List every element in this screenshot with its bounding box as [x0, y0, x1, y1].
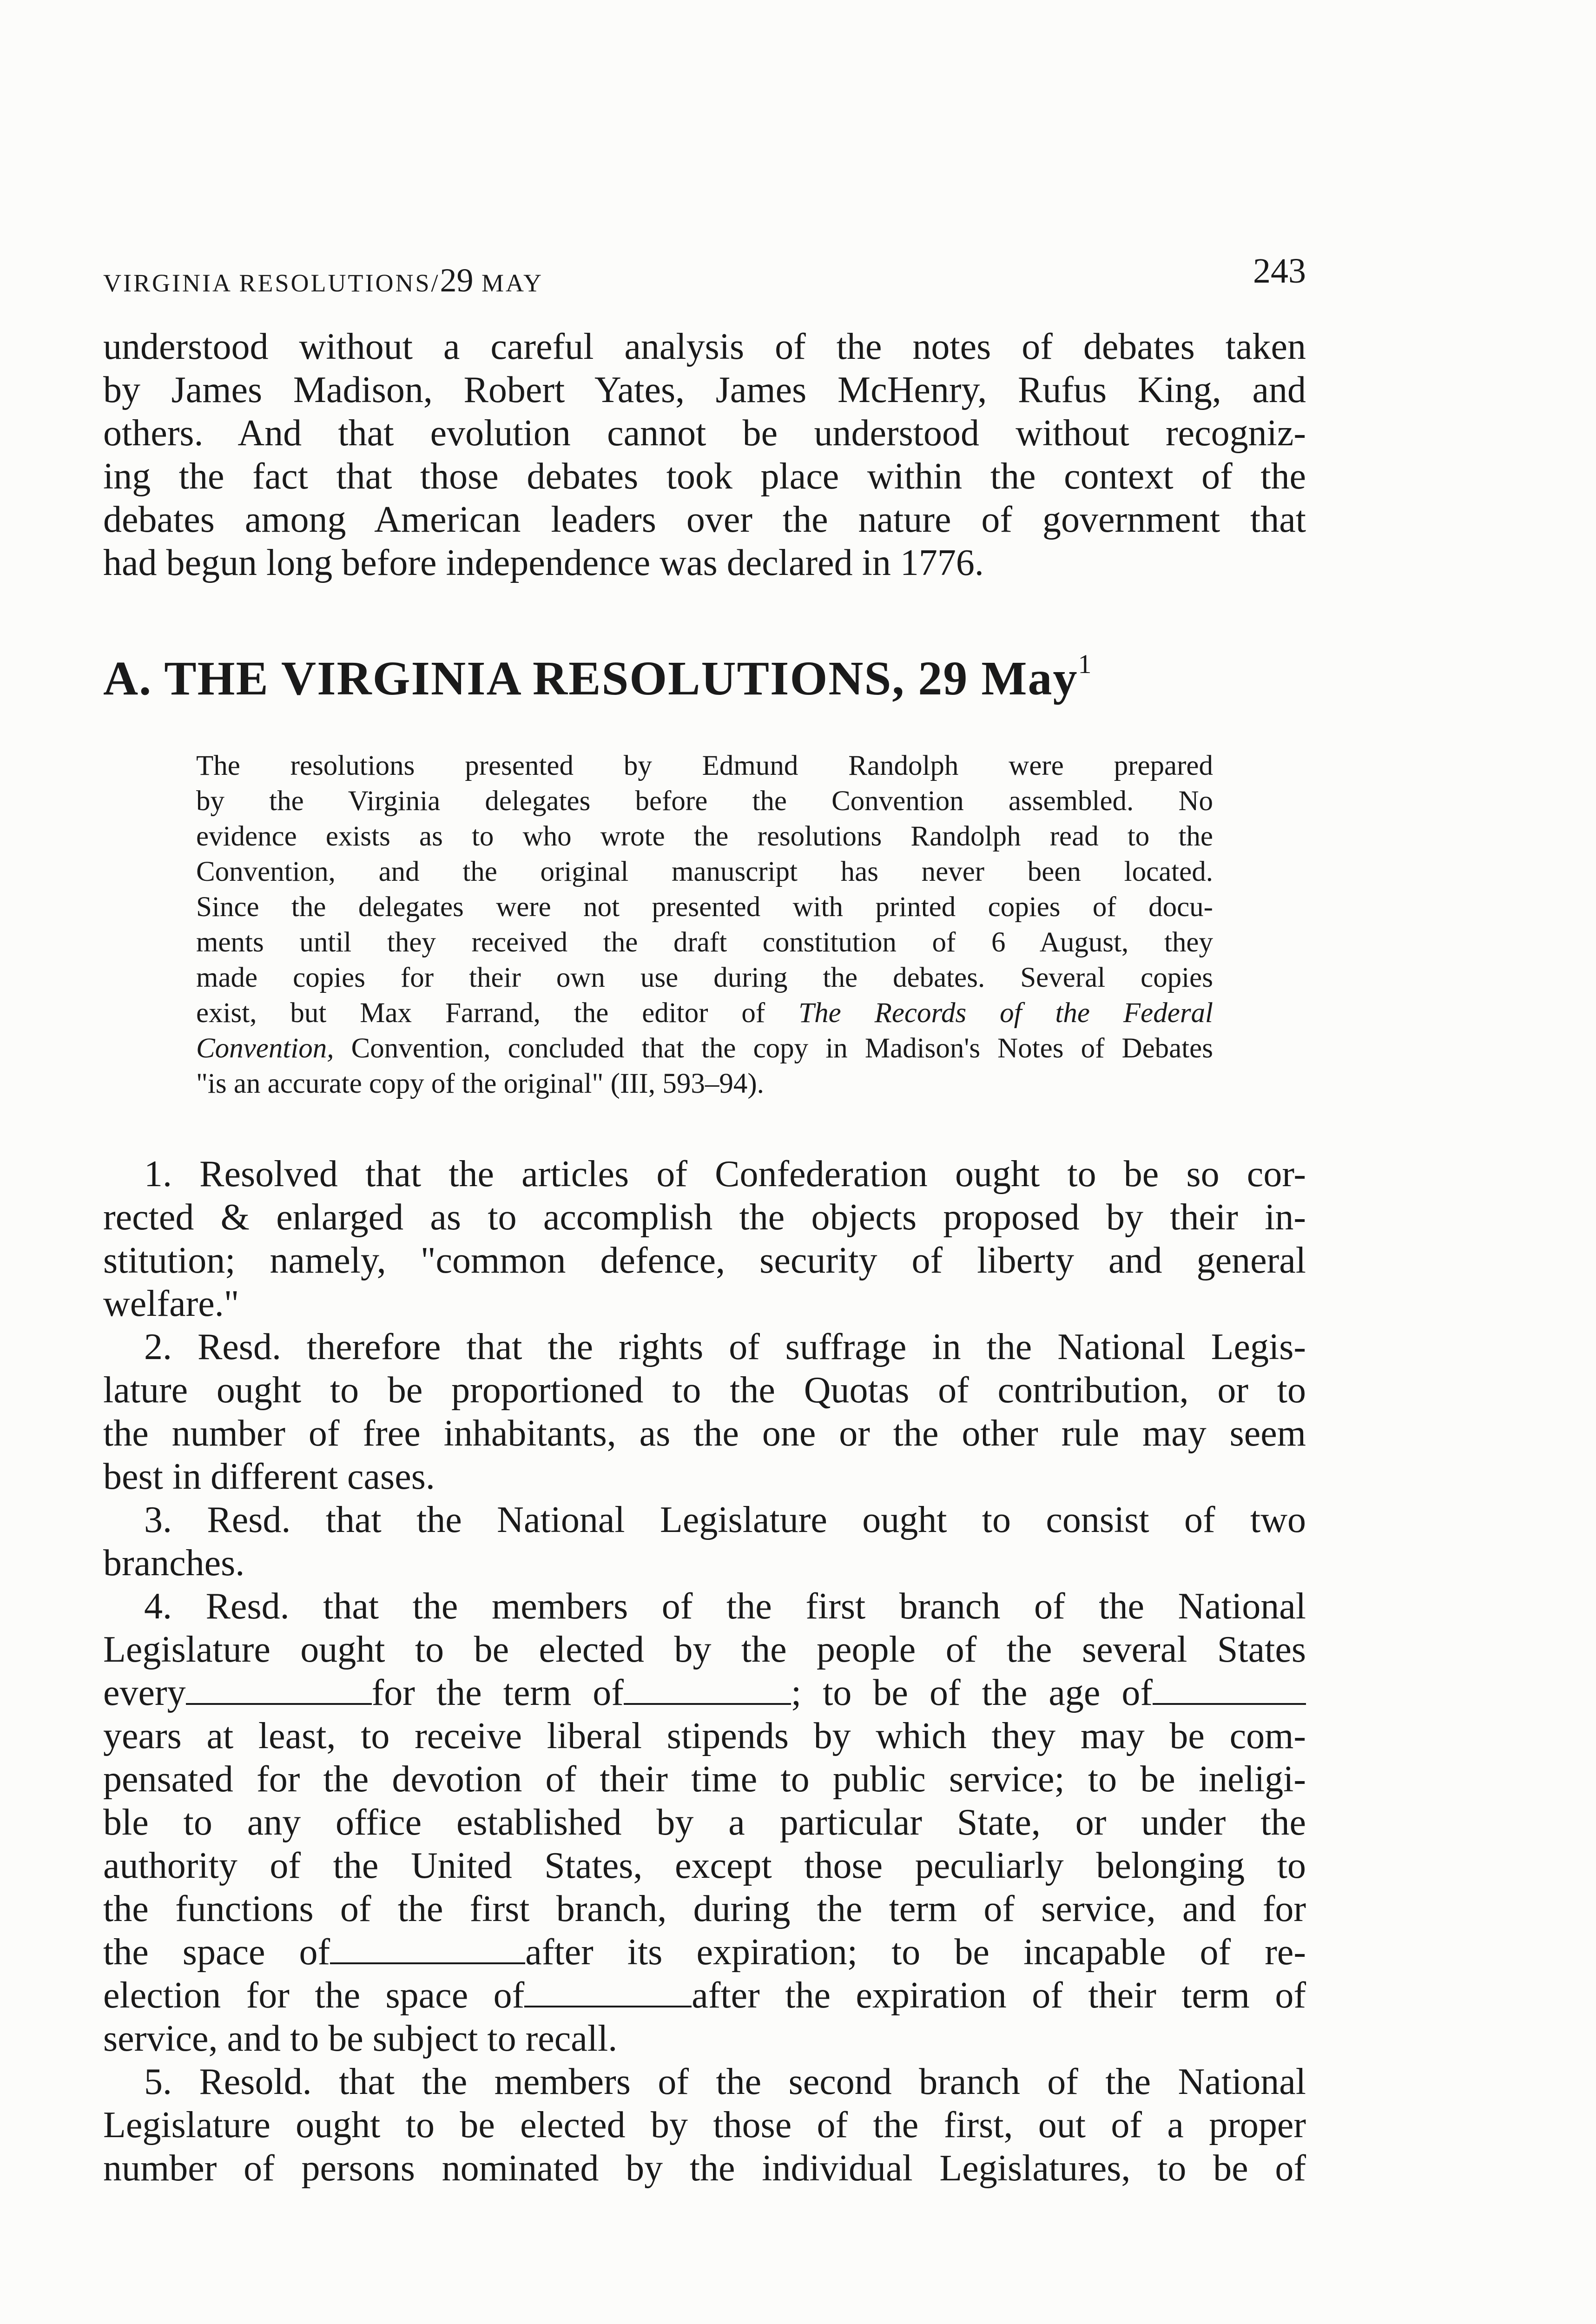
blank-line — [524, 1976, 692, 2007]
headnote-line: by the Virginia delegates before the Convention assembled. No — [196, 786, 1213, 817]
resolution-3 — [103, 1499, 1306, 1585]
blank-prefix: the space of — [103, 1932, 330, 1973]
headnote-line: The resolutions presented by Edmund Randolph were prepared — [196, 750, 1213, 781]
running-head-day: 29 — [440, 262, 474, 299]
running-head — [103, 261, 543, 300]
intro-line: ing the fact that those debates took place within the context of the — [103, 456, 1306, 497]
blank-text: after its expiration; to be incapable of re- — [525, 1932, 1306, 1973]
resolution-line: authority of the United States, except those peculiarly belonging to — [103, 1845, 1306, 1886]
headnote-line-with-title — [196, 996, 1213, 1031]
blank-text: after the expiration of their term of — [692, 1975, 1306, 2016]
resolution-line: lature ought to be proportioned to the Quotas of contribution, or to — [103, 1370, 1306, 1411]
running-head-prefix: VIRGINIA RESOLUTIONS/ — [103, 269, 440, 297]
records-title-italic: The Records of the Federal — [798, 997, 1213, 1029]
resolution-line: 1. Resolved that the articles of Confederation ought to be so cor- — [144, 1154, 1306, 1195]
headnote-line: made copies for their own use during the debates. Several copies — [196, 962, 1213, 993]
resolution-line: 4. Resd. that the members of the first branch of the National — [144, 1586, 1306, 1627]
resolution-4 — [103, 1585, 1306, 2060]
resolution-line-with-blanks — [103, 1931, 1306, 1974]
resolution-line: branches. — [103, 1543, 245, 1584]
headnote-line: evidence exists as to who wrote the resolutions Randolph read to the — [196, 821, 1213, 852]
resolution-line: best in different cases. — [103, 1456, 435, 1497]
resolution-line: the functions of the first branch, during the term of service, and for — [103, 1888, 1306, 1929]
intro-line: debates among American leaders over the nature of government that — [103, 499, 1306, 540]
blank-line — [186, 1673, 372, 1705]
blank-text: ; to be of the age of — [791, 1672, 1153, 1713]
records-title-italic-cont: Convention, — [196, 1033, 334, 1064]
resolution-line: the number of free inhabitants, as the one or the other rule may seem — [103, 1413, 1306, 1454]
running-head-suffix: MAY — [481, 269, 544, 297]
resolution-line: Legislature ought to be elected by the people of the several States — [103, 1629, 1306, 1670]
resolution-line: welfare." — [103, 1283, 239, 1324]
headnote-line-rest: Convention, concluded that the copy in Madison's Notes of Debates — [351, 1033, 1213, 1064]
resolution-line: 5. Resold. that the members of the second branch of the National — [144, 2061, 1306, 2102]
blank-text: for the term of — [371, 1672, 624, 1713]
resolution-line: 2. Resd. therefore that the rights of suffrage in the National Legis- — [144, 1327, 1306, 1367]
intro-line: had begun long before independence was declared in 1776. — [103, 542, 984, 583]
resolutions-text — [103, 1153, 1306, 2190]
blank-prefix: every — [103, 1672, 186, 1713]
blank-line — [624, 1673, 791, 1705]
resolution-line: 3. Resd. that the National Legislature ought to consist of two — [144, 1499, 1306, 1540]
headnote-line: Since the delegates were not presented with printed copies of docu- — [196, 891, 1213, 923]
blank-line — [330, 1933, 525, 1964]
resolution-line: years at least, to receive liberal stipends by which they may be com- — [103, 1716, 1306, 1756]
resolution-5 — [103, 2060, 1306, 2190]
resolution-2 — [103, 1326, 1306, 1499]
resolution-line-with-blanks — [103, 1671, 1306, 1715]
resolution-line: Legislature ought to be elected by those of the first, out of a proper — [103, 2105, 1306, 2146]
resolution-line: rected & enlarged as to accomplish the objects proposed by their in- — [103, 1197, 1306, 1238]
section-heading-text: A. THE VIRGINIA RESOLUTIONS, 29 May — [103, 652, 1078, 705]
page-number: 243 — [1253, 251, 1306, 290]
intro-line: understood without a careful analysis of the notes of debates taken — [103, 326, 1306, 367]
headnote-line-with-title — [196, 1031, 1213, 1066]
resolution-line: service, and to be subject to recall. — [103, 2018, 618, 2059]
resolution-line-with-blanks — [103, 1974, 1306, 2017]
blank-line — [1153, 1673, 1306, 1705]
footnote-marker: 1 — [1078, 649, 1092, 679]
headnote-line: Convention, and the original manuscript has never been located. — [196, 856, 1213, 887]
section-heading — [103, 651, 1092, 706]
page-header — [103, 251, 1306, 297]
resolution-1 — [103, 1153, 1306, 1326]
headnote-line: "is an accurate copy of the original" (III, 593–94). — [196, 1068, 764, 1099]
resolution-line: number of persons nominated by the individual Legislatures, to be of — [103, 2148, 1306, 2189]
resolution-line: ble to any office established by a particular State, or under the — [103, 1802, 1306, 1843]
editorial-headnote — [196, 748, 1213, 1102]
blank-prefix: election for the space of — [103, 1975, 525, 2016]
resolution-line: pensated for the devotion of their time to public service; to be ineligi- — [103, 1759, 1306, 1800]
intro-line: by James Madison, Robert Yates, James McHenry, Rufus King, and — [103, 370, 1306, 410]
resolution-line: stitution; namely, "common defence, security of liberty and general — [103, 1240, 1306, 1281]
intro-paragraph — [103, 325, 1306, 585]
intro-line: others. And that evolution cannot be understood without recogniz- — [103, 413, 1306, 454]
headnote-line-start: exist, but Max Farrand, the editor of — [196, 997, 765, 1029]
headnote-line: ments until they received the draft constitution of 6 August, they — [196, 927, 1213, 958]
